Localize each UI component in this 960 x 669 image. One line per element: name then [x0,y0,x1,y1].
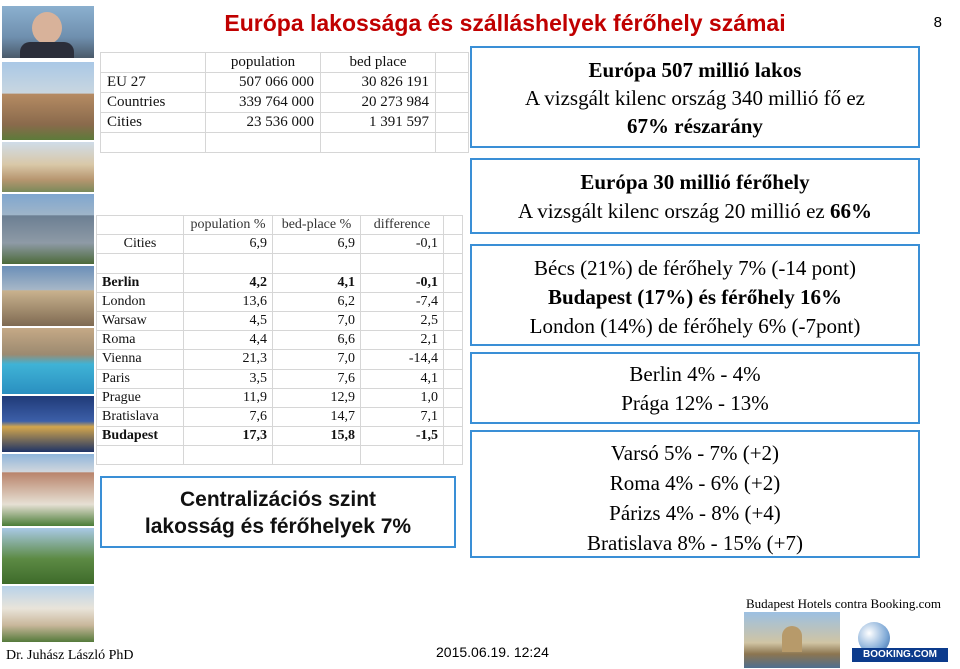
booking-logo-text: BOOKING.COM [852,648,948,662]
header-bed-place-pct: bed-place % [273,216,361,235]
box-line: London (14%) de férőhely 6% (-7pont) [529,314,861,338]
box-line: Európa 30 millió férőhely [580,170,810,194]
box-line: Bratislava 8% - 15% (+7) [587,531,803,555]
berlin-prague-box [470,352,920,424]
table-row: Berlin 4,2 4,1 -0,1 [97,273,463,292]
cities-comparison-box [470,244,920,346]
table-row: Countries 339 764 000 20 273 984 [101,93,469,113]
population-bedplace-table [100,52,469,153]
box-line: lakosság és férőhelyek 7% [144,515,412,538]
box-line: Prága 12% - 13% [621,391,769,415]
photo-strip [2,6,94,642]
box-line: Centralizációs szint [179,488,377,511]
garden-photo [2,528,94,584]
portrait-photo [2,6,94,58]
header-population: population [206,53,321,73]
box-line: Berlin 4% - 4% [629,362,761,386]
header-bed-place: bed place [321,53,436,73]
box-line: A vizsgált kilenc ország 340 millió fő ez [525,86,865,110]
header-population-pct: population % [184,216,273,235]
table-header-row [101,53,469,73]
booking-logo [848,612,952,668]
city-rows [97,273,463,446]
bridge-photo [2,396,94,452]
hotel-photo-3 [2,454,94,526]
table-row: Budapest 17,3 15,8 -1,5 [97,427,463,446]
box-line: Roma 4% - 6% (+2) [609,471,781,495]
centralization-box [100,476,456,548]
box-line: A vizsgált kilenc ország 20 millió ez 66% [517,199,872,223]
table-header-row [97,216,463,235]
castle-photo [2,586,94,642]
box-line: Budapest (17%) és férőhely 16% [548,285,842,309]
table-row: Vienna 21,3 7,0 -14,4 [97,350,463,369]
table-row: Prague 11,9 12,9 1,0 [97,388,463,407]
percentage-table [96,215,463,465]
table-row: EU 27 507 066 000 30 826 191 [101,73,469,93]
date-time: 2015.06.19. 12:24 [436,644,549,660]
pool-photo [2,328,94,394]
box-line: Párizs 4% - 8% (+4) [609,501,781,525]
table-row: Warsaw 4,5 7,0 2,5 [97,311,463,330]
author: Dr. Juhász László PhD [6,648,134,663]
europe-bedplace-box [470,158,920,234]
hotel-source-caption: Budapest Hotels contra Booking.com [746,596,941,611]
parliament-photo [744,612,840,668]
hotel-photo-2 [2,266,94,326]
table-row: London 13,6 6,2 -7,4 [97,292,463,311]
table-row: Bratislava 7,6 14,7 7,1 [97,407,463,426]
building-photo-2 [2,142,94,192]
table-row: Cities 23 536 000 1 391 597 [101,113,469,133]
table-row: Paris 3,5 7,6 4,1 [97,369,463,388]
header-difference: difference [361,216,444,235]
page-number: 8 [933,14,942,31]
box-line: Európa 507 millió lakos [588,58,802,82]
box-line: Varsó 5% - 7% (+2) [610,441,780,465]
table-row-cities: Cities 6,9 6,9 -0,1 [97,235,463,254]
page-title: Európa lakossága és szálláshelyek férőhely számai [224,10,786,36]
hotel-photo-1 [2,194,94,264]
europe-population-box [470,46,920,148]
other-cities-box [470,430,920,558]
box-line: 67% részarány [627,114,763,138]
table-row: Roma 4,4 6,6 2,1 [97,331,463,350]
building-photo-1 [2,62,94,140]
box-line: Bécs (21%) de férőhely 7% (-14 pont) [534,256,856,280]
